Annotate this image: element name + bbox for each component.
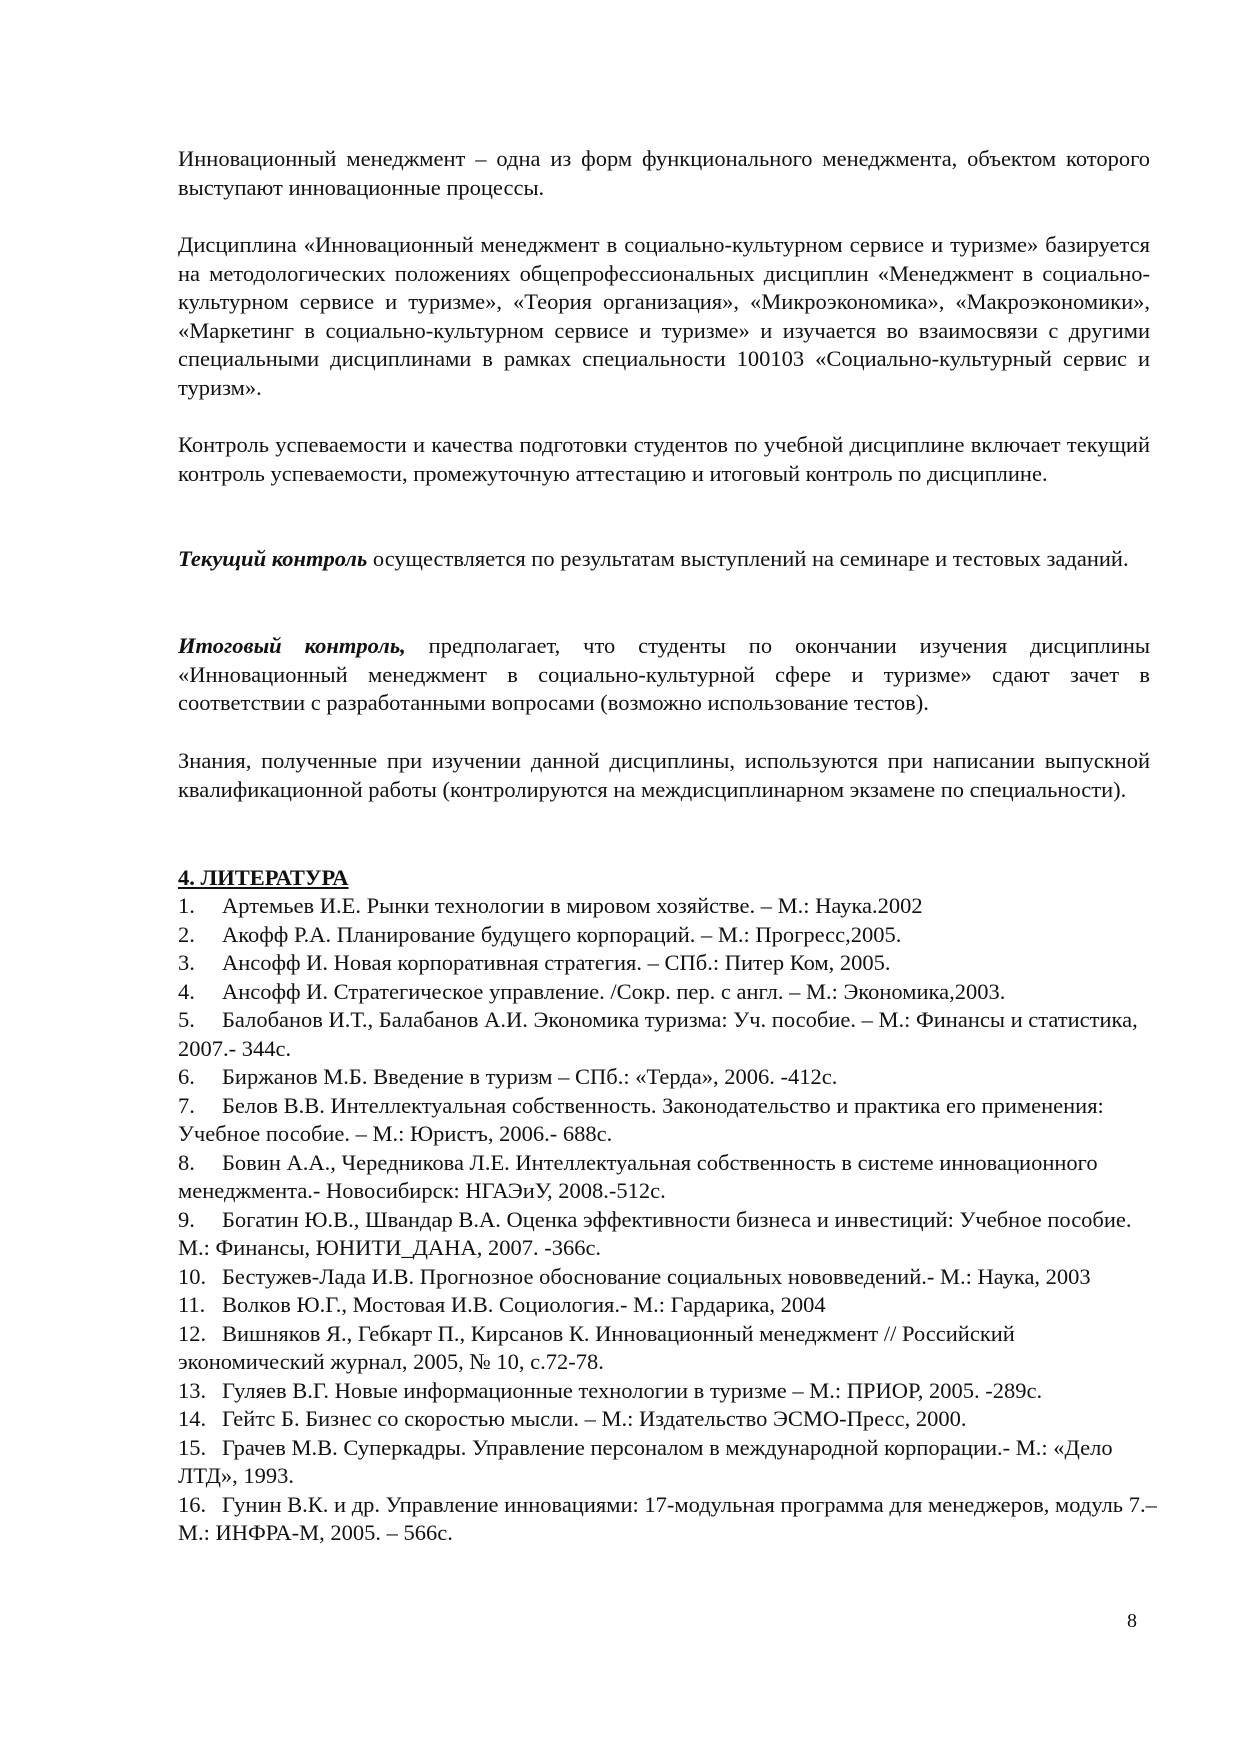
list-item-text: Гунин В.К. и др. Управление инновациями: 17-модульная программа для менеджеров, модуль 7.–М.: ИНФРА-М, 2005. – 566с. [178,1491,1157,1545]
literature-heading: 4. ЛИТЕРАТУРА [178,865,349,890]
list-item-number: 7. [178,1092,195,1118]
list-item-text: Бовин А.А., Чередникова Л.Е. Интеллектуальная собственность в системе инновационного менеджмента.- Новосибирск: НГАЭиУ, 2008.-512с. [178,1149,1098,1203]
knowledge-paragraph: Знания, полученные при изучении данной дисциплины, используются при написании выпускной квалификационной работы (контролируются на междисциплинарном экзамене по специальности). [178,748,1150,802]
list-item-text: Богатин Ю.В., Швандар В.А. Оценка эффективности бизнеса и инвестиций: Учебное пособие. М.: Финансы, ЮНИТИ_ДАНА, 2007. -366с. [178,1206,1132,1260]
list-item [178,1206,1158,1263]
list-item-number: 6. [178,1064,195,1089]
literature-list [178,892,1158,1548]
list-item-text: Артемьев И.Е. Рынки технологии в мировом хозяйстве. – М.: Наука.2002 [222,893,923,918]
list-item-text: Акофф Р.А. Планирование будущего корпораций. – М.: Прогресс,2005. [222,921,902,947]
list-item-text: Белов В.В. Интеллектуальная собственность. Законодательство и практика его применения: Учебное пособие. – М.: Юристъ, 2006.- 688с. [178,1092,1104,1146]
list-item-number: 10. [178,1263,207,1289]
list-item-number: 15. [178,1434,207,1460]
list-item-number: 1. [178,893,195,918]
list-item [178,1434,1158,1491]
final-control-paragraph [178,632,1150,718]
list-item-number: 9. [178,1206,195,1232]
page-number: 8 [1127,1610,1137,1632]
list-item [178,1405,1158,1434]
list-item-text: Ансофф И. Новая корпоративная стратегия. – СПб.: Питер Ком, 2005. [222,950,891,975]
final-control-text: предполагает, что студенты по окончании изучения дисциплины «Инновационный менеджмент в социально-культурной сфере и туризме» сдают зачет в соответствии с разработанными вопросами (возможно использование тестов). [178,633,1150,715]
list-item [178,1006,1158,1063]
list-item [178,1320,1158,1377]
list-item-text: Биржанов М.Б. Введение в туризм – СПб.: «Терда», 2006. -412с. [222,1064,838,1089]
list-item-number: 8. [178,1149,195,1175]
list-item-text: Вишняков Я., Гебкарт П., Кирсанов К. Инновационный менеджмент // Российский экономический журнал, 2005, № 10, с.72-78. [178,1320,1015,1374]
list-item [178,978,1158,1007]
list-item [178,1263,1158,1292]
list-item-number: 16. [178,1491,207,1517]
list-item-text: Грачев М.В. Суперкадры. Управление персоналом в международной корпорации.- М.: «Дело ЛТД», 1993. [178,1434,1113,1488]
list-item-text: Ансофф И. Стратегическое управление. /Сокр. пер. с англ. – М.: Экономика,2003. [222,978,1006,1004]
list-item [178,1377,1158,1406]
list-item [178,1092,1158,1149]
list-item-number: 5. [178,1007,195,1032]
list-item [178,1291,1158,1320]
list-item-number: 2. [178,921,195,947]
current-control-paragraph [178,545,1150,574]
list-item-number: 13. [178,1377,207,1403]
list-item [178,1491,1158,1548]
list-item-number: 4. [178,978,195,1004]
list-item-text: Бестужев-Лада И.В. Прогнозное обоснование социальных нововведений.- М.: Наука, 2003 [222,1263,1091,1289]
list-item [178,892,1158,921]
list-item-number: 11. [178,1292,206,1317]
final-control-term: Итоговый контроль, [178,633,406,658]
assessment-paragraph: Контроль успеваемости и качества подготовки студентов по учебной дисциплине включает текущий контроль успеваемости, промежуточную аттестацию и итоговый контроль по дисциплине. [178,432,1150,486]
list-item [178,921,1158,950]
current-control-term: Текущий контроль [178,546,368,571]
list-item [178,949,1158,978]
intro-paragraph: Инновационный менеджмент – одна из форм функционального менеджмента, объектом которого выступают инновационные процессы. [178,146,1150,200]
list-item-number: 12. [178,1320,207,1346]
list-item-text: Волков Ю.Г., Мостовая И.В. Социология.- М.: Гардарика, 2004 [222,1292,826,1317]
list-item-number: 14. [178,1406,207,1431]
list-item-text: Балобанов И.Т., Балабанов А.И. Экономика туризма: Уч. пособие. – М.: Финансы и статистика, 2007.- 344с. [178,1007,1138,1061]
list-item [178,1063,1158,1092]
list-item [178,1149,1158,1206]
discipline-paragraph: Дисциплина «Инновационный менеджмент в социально-культурном сервисе и туризме» базируется на методологических положениях общепрофессиональных дисциплин «Менеджмент в социально-культурном сервисе и туризме», «Теория организация», «Микроэкономика», «Макроэкономики», «Маркетинг в социально-культурном сервисе и туризме» и изучается во взаимосвязи с другими специальными дисциплинами в рамках специальности 100103 «Социально-культурный сервис и туризм». [178,232,1150,400]
list-item-text: Гейтс Б. Бизнес со скоростью мысли. – М.: Издательство ЭСМО-Пресс, 2000. [222,1406,967,1431]
list-item-number: 3. [178,950,195,975]
current-control-text: осуществляется по результатам выступлений на семинаре и тестовых заданий. [367,546,1129,571]
list-item-text: Гуляев В.Г. Новые информационные технологии в туризме – М.: ПРИОР, 2005. -289с. [222,1377,1043,1403]
